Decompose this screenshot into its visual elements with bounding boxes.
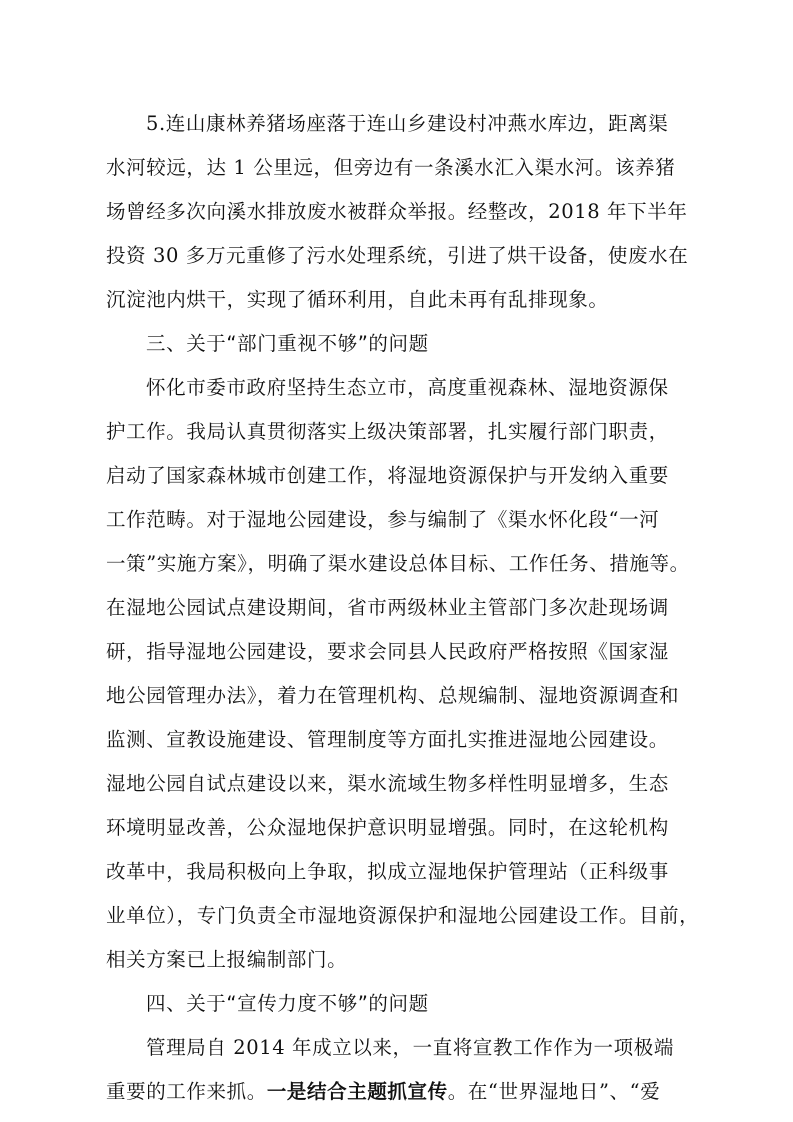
paragraph-line: 湿地公园自试点建设以来，渠水流域生物多样性明显增多，生态 (106, 772, 669, 795)
paragraph-text: 重要的工作来抓。 (106, 1080, 267, 1103)
paragraph-line: 在湿地公园试点建设期间，省市两级林业主管部门多次赴现场调 (106, 596, 669, 619)
section-heading: 三、关于“部门重视不够”的问题 (146, 332, 429, 355)
paragraph-line: 相关方案已上报编制部门。 (106, 948, 348, 971)
paragraph-line: 护工作。我局认真贯彻落实上级决策部署，扎实履行部门职责， (106, 420, 669, 443)
paragraph-line: 地公园管理办法》，着力在管理机构、总规编制、湿地资源调查和 (106, 684, 680, 707)
emphasis-text: 一是结合主题抓宣传 (266, 1080, 448, 1103)
paragraph-line (106, 1078, 706, 1106)
paragraph-line: 水河较远，达 1 公里远，但旁边有一条溪水汇入渠水河。该养猪 (106, 156, 676, 179)
paragraph-line: 业单位），专门负责全市湿地资源保护和湿地公园建设工作。目前， (106, 904, 700, 927)
paragraph-line: 5.连山康林养猪场座落于连山乡建设村冲燕水库边，距离渠 (146, 112, 669, 135)
paragraph-line: 投资 30 多万元重修了污水处理系统，引进了烘干设备，使废水在 (106, 244, 689, 267)
paragraph-line: 监测、宣教设施建设、管理制度等方面扎实推进湿地公园建设。 (106, 728, 669, 751)
paragraph-line: 怀化市委市政府坚持生态立市，高度重视森林、湿地资源保 (146, 376, 669, 399)
paragraph-line: 改革中，我局积极向上争取，拟成立湿地保护管理站（正科级事 (106, 860, 669, 883)
paragraph-line: 环境明显改善，公众湿地保护意识明显增强。同时，在这轮机构 (106, 816, 669, 839)
paragraph-line: 管理局自 2014 年成立以来，一直将宣教工作作为一项极端 (146, 1036, 674, 1059)
paragraph-text: 。在“世界湿地日”、“爱 (447, 1080, 661, 1103)
paragraph-line: 研，指导湿地公园建设，要求会同县人民政府严格按照《国家湿 (106, 640, 669, 663)
paragraph-line: 启动了国家森林城市创建工作，将湿地资源保护与开发纳入重要 (106, 464, 669, 487)
paragraph-line: 沉淀池内烘干，实现了循环利用，自此未再有乱排现象。 (106, 288, 609, 311)
section-heading: 四、关于“宣传力度不够”的问题 (146, 992, 429, 1015)
paragraph-line: 场曾经多次向溪水排放废水被群众举报。经整改，2018 年下半年 (106, 200, 688, 223)
paragraph-line: 工作范畴。对于湿地公园建设，参与编制了《渠水怀化段“一河 (106, 508, 660, 531)
paragraph-line: 一策”实施方案》，明确了渠水建设总体目标、工作任务、措施等。 (106, 552, 690, 575)
